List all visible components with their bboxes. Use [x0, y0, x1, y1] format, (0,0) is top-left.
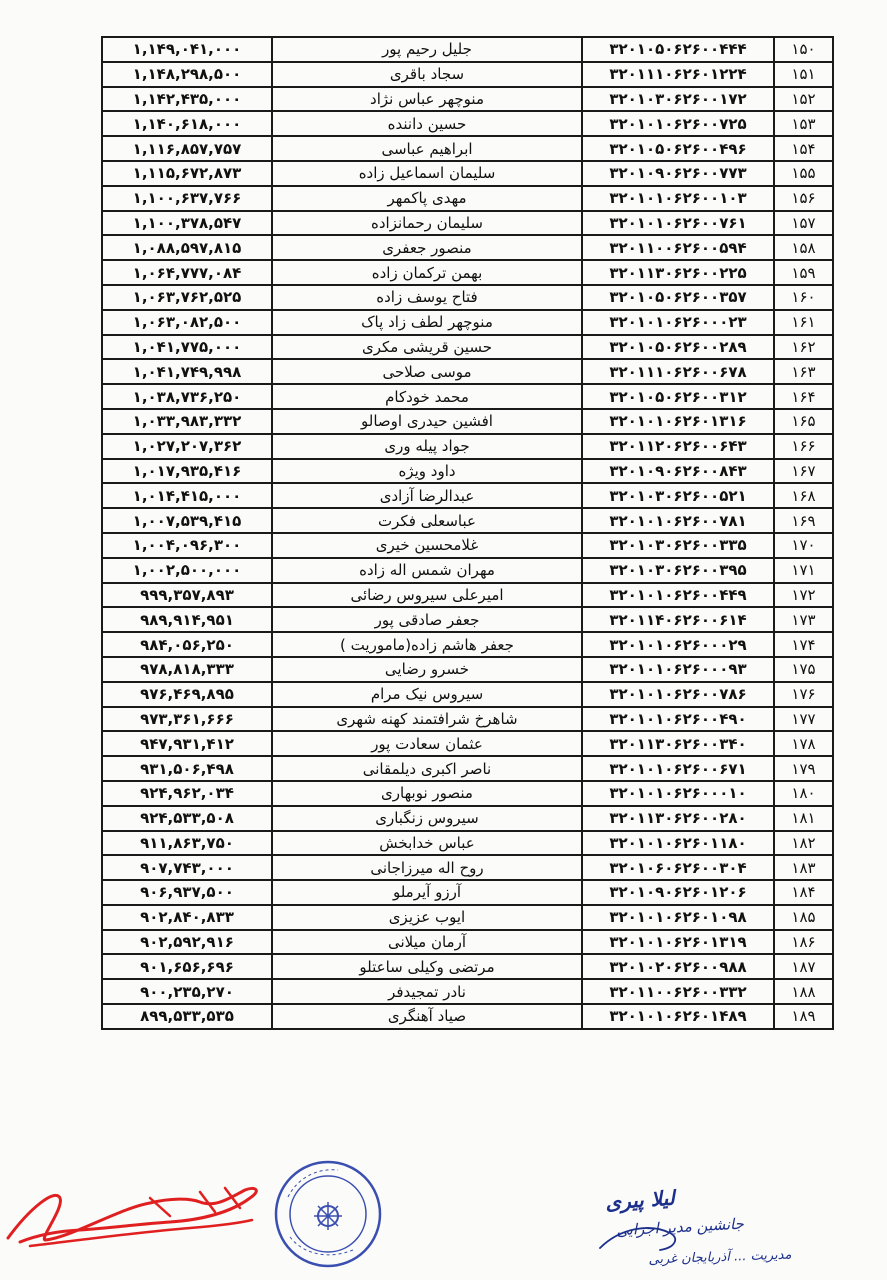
name-cell: عباس خدابخش	[272, 831, 582, 856]
account-number-cell: ۳۲۰۱۰۹۰۶۲۶۰۰۷۷۳	[582, 161, 774, 186]
name-cell: جواد پیله وری	[272, 434, 582, 459]
account-number-cell: ۳۲۰۱۰۱۰۶۲۶۰۰۴۹۰	[582, 707, 774, 732]
name-cell: جلیل رحیم پور	[272, 37, 582, 62]
amount-cell: ۹۰۱,۶۵۶,۶۹۶	[102, 954, 272, 979]
table-row	[102, 583, 833, 608]
table-row	[102, 880, 833, 905]
name-cell: مهران شمس اله زاده	[272, 558, 582, 583]
amount-cell: ۹۴۷,۹۳۱,۴۱۲	[102, 731, 272, 756]
payment-table	[101, 36, 834, 1030]
name-cell: سیروس نیک مرام	[272, 682, 582, 707]
table-row	[102, 632, 833, 657]
row-number-cell: ۱۸۷	[774, 954, 833, 979]
amount-cell: ۹۳۱,۵۰۶,۴۹۸	[102, 756, 272, 781]
account-number-cell: ۳۲۰۱۰۱۰۶۲۶۰۱۳۱۶	[582, 409, 774, 434]
amount-cell: ۹۸۹,۹۱۴,۹۵۱	[102, 607, 272, 632]
row-number-cell: ۱۶۸	[774, 483, 833, 508]
row-number-cell: ۱۸۶	[774, 930, 833, 955]
name-cell: جعفر صادقی پور	[272, 607, 582, 632]
row-number-cell: ۱۶۵	[774, 409, 833, 434]
name-cell: سلیمان اسماعیل زاده	[272, 161, 582, 186]
account-number-cell: ۳۲۰۱۰۱۰۶۲۶۰۰۴۴۹	[582, 583, 774, 608]
account-number-cell: ۳۲۰۱۰۱۰۶۲۶۰۱۱۸۰	[582, 831, 774, 856]
table-row	[102, 136, 833, 161]
row-number-cell: ۱۸۵	[774, 905, 833, 930]
amount-cell: ۹۰۷,۷۴۳,۰۰۰	[102, 855, 272, 880]
name-cell: سجاد باقری	[272, 62, 582, 87]
table-row	[102, 707, 833, 732]
table-row	[102, 682, 833, 707]
row-number-cell: ۱۷۶	[774, 682, 833, 707]
name-cell: خسرو رضایی	[272, 657, 582, 682]
name-cell: سیروس زنگباری	[272, 806, 582, 831]
name-cell: روح اله میرزاجانی	[272, 855, 582, 880]
amount-cell: ۹۷۶,۴۶۹,۸۹۵	[102, 682, 272, 707]
amount-cell: ۹۹۹,۳۵۷,۸۹۳	[102, 583, 272, 608]
account-number-cell: ۳۲۰۱۱۱۰۶۲۶۰۱۲۲۴	[582, 62, 774, 87]
table-row	[102, 87, 833, 112]
account-number-cell: ۳۲۰۱۰۱۰۶۲۶۰۰۰۹۳	[582, 657, 774, 682]
row-number-cell: ۱۵۳	[774, 111, 833, 136]
row-number-cell: ۱۸۲	[774, 831, 833, 856]
name-cell: ناصر اکبری دیلمقانی	[272, 756, 582, 781]
table-row	[102, 806, 833, 831]
row-number-cell: ۱۸۹	[774, 1004, 833, 1029]
amount-cell: ۹۲۴,۵۳۳,۵۰۸	[102, 806, 272, 831]
table-row	[102, 459, 833, 484]
table-row	[102, 335, 833, 360]
row-number-cell: ۱۶۰	[774, 285, 833, 310]
name-cell: منوچهر لطف زاد پاک	[272, 310, 582, 335]
amount-cell: ۱,۱۰۰,۳۷۸,۵۴۷	[102, 211, 272, 236]
row-number-cell: ۱۸۳	[774, 855, 833, 880]
amount-cell: ۱,۱۴۸,۲۹۸,۵۰۰	[102, 62, 272, 87]
table-row	[102, 979, 833, 1004]
name-cell: عثمان سعادت پور	[272, 731, 582, 756]
amount-cell: ۹۷۸,۸۱۸,۳۳۳	[102, 657, 272, 682]
table-row	[102, 37, 833, 62]
table-row	[102, 930, 833, 955]
table-row	[102, 62, 833, 87]
table-row	[102, 607, 833, 632]
row-number-cell: ۱۷۰	[774, 533, 833, 558]
name-cell: منوچهر عباس نژاد	[272, 87, 582, 112]
amount-cell: ۱,۰۱۷,۹۳۵,۴۱۶	[102, 459, 272, 484]
table-row	[102, 756, 833, 781]
name-cell: فتاح یوسف زاده	[272, 285, 582, 310]
amount-cell: ۱,۰۸۸,۵۹۷,۸۱۵	[102, 235, 272, 260]
account-number-cell: ۳۲۰۱۰۲۰۶۲۶۰۰۹۸۸	[582, 954, 774, 979]
row-number-cell: ۱۷۳	[774, 607, 833, 632]
amount-cell: ۱,۰۳۳,۹۸۳,۳۳۲	[102, 409, 272, 434]
row-number-cell: ۱۶۳	[774, 359, 833, 384]
amount-cell: ۱,۰۶۳,۷۶۲,۵۲۵	[102, 285, 272, 310]
amount-cell: ۸۹۹,۵۳۳,۵۳۵	[102, 1004, 272, 1029]
account-number-cell: ۳۲۰۱۰۵۰۶۲۶۰۰۳۱۲	[582, 384, 774, 409]
name-cell: ابراهیم عباسی	[272, 136, 582, 161]
amount-cell: ۱,۰۲۷,۲۰۷,۳۶۲	[102, 434, 272, 459]
account-number-cell: ۳۲۰۱۰۱۰۶۲۶۰۰۱۰۳	[582, 186, 774, 211]
table-row	[102, 483, 833, 508]
row-number-cell: ۱۷۱	[774, 558, 833, 583]
row-number-cell: ۱۷۹	[774, 756, 833, 781]
amount-cell: ۱,۰۳۸,۷۳۶,۲۵۰	[102, 384, 272, 409]
account-number-cell: ۳۲۰۱۰۱۰۶۲۶۰۰۶۷۱	[582, 756, 774, 781]
amount-cell: ۹۰۲,۵۹۲,۹۱۶	[102, 930, 272, 955]
amount-cell: ۱,۰۶۳,۰۸۲,۵۰۰	[102, 310, 272, 335]
row-number-cell: ۱۵۵	[774, 161, 833, 186]
table-row	[102, 310, 833, 335]
account-number-cell: ۳۲۰۱۰۵۰۶۲۶۰۰۳۵۷	[582, 285, 774, 310]
amount-cell: ۱,۰۰۴,۰۹۶,۳۰۰	[102, 533, 272, 558]
row-number-cell: ۱۵۰	[774, 37, 833, 62]
name-cell: منصور جعفری	[272, 235, 582, 260]
amount-cell: ۱,۰۶۴,۷۷۷,۰۸۴	[102, 260, 272, 285]
amount-cell: ۱,۱۴۹,۰۴۱,۰۰۰	[102, 37, 272, 62]
row-number-cell: ۱۸۰	[774, 781, 833, 806]
row-number-cell: ۱۸۴	[774, 880, 833, 905]
row-number-cell: ۱۵۸	[774, 235, 833, 260]
account-number-cell: ۳۲۰۱۰۶۰۶۲۶۰۰۳۰۴	[582, 855, 774, 880]
account-number-cell: ۳۲۰۱۰۱۰۶۲۶۰۰۰۲۳	[582, 310, 774, 335]
row-number-cell: ۱۷۷	[774, 707, 833, 732]
row-number-cell: ۱۵۷	[774, 211, 833, 236]
payment-table-body	[102, 37, 833, 1029]
name-cell: مرتضی وکیلی ساعتلو	[272, 954, 582, 979]
account-number-cell: ۳۲۰۱۱۳۰۶۲۶۰۰۳۴۰	[582, 731, 774, 756]
account-number-cell: ۳۲۰۱۰۱۰۶۲۶۰۰۷۸۱	[582, 508, 774, 533]
name-cell: موسی صلاحی	[272, 359, 582, 384]
amount-cell: ۹۰۰,۲۳۵,۲۷۰	[102, 979, 272, 1004]
name-cell: داود ویژه	[272, 459, 582, 484]
name-cell: منصور نوبهاری	[272, 781, 582, 806]
row-number-cell: ۱۵۲	[774, 87, 833, 112]
table-row	[102, 260, 833, 285]
name-cell: صیاد آهنگری	[272, 1004, 582, 1029]
table-row	[102, 285, 833, 310]
table-row	[102, 508, 833, 533]
row-number-cell: ۱۵۱	[774, 62, 833, 87]
name-cell: غلامحسین خیری	[272, 533, 582, 558]
row-number-cell: ۱۶۲	[774, 335, 833, 360]
account-number-cell: ۳۲۰۱۰۱۰۶۲۶۰۱۰۹۸	[582, 905, 774, 930]
bank-seal-icon	[268, 1152, 388, 1277]
amount-cell: ۱,۰۱۴,۴۱۵,۰۰۰	[102, 483, 272, 508]
table-row	[102, 409, 833, 434]
name-cell: مهدی پاکمهر	[272, 186, 582, 211]
table-row	[102, 384, 833, 409]
row-number-cell: ۱۶۴	[774, 384, 833, 409]
account-number-cell: ۳۲۰۱۰۳۰۶۲۶۰۰۳۹۵	[582, 558, 774, 583]
amount-cell: ۱,۱۱۵,۶۷۲,۸۷۳	[102, 161, 272, 186]
amount-cell: ۱,۰۰۲,۵۰۰,۰۰۰	[102, 558, 272, 583]
table-row	[102, 111, 833, 136]
name-cell: سلیمان رحمانزاده	[272, 211, 582, 236]
account-number-cell: ۳۲۰۱۰۳۰۶۲۶۰۰۵۲۱	[582, 483, 774, 508]
account-number-cell: ۳۲۰۱۰۱۰۶۲۶۰۰۷۶۱	[582, 211, 774, 236]
name-cell: امیرعلی سیروس رضائی	[272, 583, 582, 608]
table-row	[102, 781, 833, 806]
account-number-cell: ۳۲۰۱۰۹۰۶۲۶۰۱۲۰۶	[582, 880, 774, 905]
account-number-cell: ۳۲۰۱۰۹۰۶۲۶۰۰۸۴۳	[582, 459, 774, 484]
name-cell: حسین قریشی مکری	[272, 335, 582, 360]
account-number-cell: ۳۲۰۱۱۴۰۶۲۶۰۰۶۱۴	[582, 607, 774, 632]
table-row	[102, 434, 833, 459]
amount-cell: ۱,۱۱۶,۸۵۷,۷۵۷	[102, 136, 272, 161]
account-number-cell: ۳۲۰۱۰۵۰۶۲۶۰۰۲۸۹	[582, 335, 774, 360]
name-cell: آرزو آیرملو	[272, 880, 582, 905]
name-cell: نادر تمجیدفر	[272, 979, 582, 1004]
account-number-cell: ۳۲۰۱۰۱۰۶۲۶۰۰۰۲۹	[582, 632, 774, 657]
amount-cell: ۹۲۴,۹۶۲,۰۳۴	[102, 781, 272, 806]
account-number-cell: ۳۲۰۱۱۰۰۶۲۶۰۰۳۳۲	[582, 979, 774, 1004]
account-number-cell: ۳۲۰۱۰۱۰۶۲۶۰۰۷۸۶	[582, 682, 774, 707]
table-row	[102, 657, 833, 682]
red-signature-icon	[0, 1168, 265, 1258]
name-cell: حسین داننده	[272, 111, 582, 136]
row-number-cell: ۱۷۸	[774, 731, 833, 756]
table-row	[102, 533, 833, 558]
signature-name: لیلا پیری	[604, 1185, 676, 1215]
row-number-cell: ۱۸۱	[774, 806, 833, 831]
table-row	[102, 831, 833, 856]
table-row	[102, 558, 833, 583]
row-number-cell: ۱۷۵	[774, 657, 833, 682]
name-cell: بهمن ترکمان زاده	[272, 260, 582, 285]
row-number-cell: ۱۵۴	[774, 136, 833, 161]
amount-cell: ۹۸۴,۰۵۶,۲۵۰	[102, 632, 272, 657]
name-cell: آرمان میلانی	[272, 930, 582, 955]
row-number-cell: ۱۶۱	[774, 310, 833, 335]
amount-cell: ۹۱۱,۸۶۳,۷۵۰	[102, 831, 272, 856]
account-number-cell: ۳۲۰۱۰۱۰۶۲۶۰۰۷۲۵	[582, 111, 774, 136]
table-row	[102, 211, 833, 236]
table-row	[102, 186, 833, 211]
account-number-cell: ۳۲۰۱۰۳۰۶۲۶۰۰۳۳۵	[582, 533, 774, 558]
name-cell: محمد خودکام	[272, 384, 582, 409]
account-number-cell: ۳۲۰۱۰۳۰۶۲۶۰۰۱۷۲	[582, 87, 774, 112]
account-number-cell: ۳۲۰۱۱۳۰۶۲۶۰۰۲۲۵	[582, 260, 774, 285]
row-number-cell: ۱۷۲	[774, 583, 833, 608]
table-row	[102, 161, 833, 186]
name-cell: جعفر هاشم زاده(ماموریت )	[272, 632, 582, 657]
table-row	[102, 855, 833, 880]
amount-cell: ۱,۰۴۱,۷۷۵,۰۰۰	[102, 335, 272, 360]
table-row	[102, 954, 833, 979]
row-number-cell: ۱۶۷	[774, 459, 833, 484]
table-row	[102, 359, 833, 384]
amount-cell: ۱,۱۰۰,۶۳۷,۷۶۶	[102, 186, 272, 211]
amount-cell: ۹۰۲,۸۴۰,۸۳۳	[102, 905, 272, 930]
account-number-cell: ۳۲۰۱۰۱۰۶۲۶۰۰۰۱۰	[582, 781, 774, 806]
blue-signature-icon	[560, 1188, 880, 1280]
amount-cell: ۹۰۶,۹۳۷,۵۰۰	[102, 880, 272, 905]
row-number-cell: ۱۸۸	[774, 979, 833, 1004]
table-row	[102, 905, 833, 930]
account-number-cell: ۳۲۰۱۱۳۰۶۲۶۰۰۲۸۰	[582, 806, 774, 831]
name-cell: افشین حیدری اوصالو	[272, 409, 582, 434]
name-cell: شاهرخ شرافتمند کهنه شهری	[272, 707, 582, 732]
amount-cell: ۹۷۳,۳۶۱,۶۶۶	[102, 707, 272, 732]
account-number-cell: ۳۲۰۱۰۱۰۶۲۶۰۱۴۸۹	[582, 1004, 774, 1029]
name-cell: عباسعلی فکرت	[272, 508, 582, 533]
signature-title: جانشین مدیر اجرایی	[615, 1214, 745, 1240]
signature-department: مدیریت ... آذربایجان غربی	[648, 1247, 792, 1268]
account-number-cell: ۳۲۰۱۰۱۰۶۲۶۰۱۳۱۹	[582, 930, 774, 955]
row-number-cell: ۱۶۹	[774, 508, 833, 533]
amount-cell: ۱,۱۴۲,۴۳۵,۰۰۰	[102, 87, 272, 112]
account-number-cell: ۳۲۰۱۱۲۰۶۲۶۰۰۶۴۳	[582, 434, 774, 459]
row-number-cell: ۱۷۴	[774, 632, 833, 657]
row-number-cell: ۱۵۹	[774, 260, 833, 285]
amount-cell: ۱,۱۴۰,۶۱۸,۰۰۰	[102, 111, 272, 136]
account-number-cell: ۳۲۰۱۱۱۰۶۲۶۰۰۶۷۸	[582, 359, 774, 384]
account-number-cell: ۳۲۰۱۱۰۰۶۲۶۰۰۵۹۴	[582, 235, 774, 260]
table-row	[102, 731, 833, 756]
amount-cell: ۱,۰۰۷,۵۳۹,۴۱۵	[102, 508, 272, 533]
name-cell: ایوب عزیزی	[272, 905, 582, 930]
name-cell: عبدالرضا آزادی	[272, 483, 582, 508]
row-number-cell: ۱۶۶	[774, 434, 833, 459]
account-number-cell: ۳۲۰۱۰۵۰۶۲۶۰۰۴۹۶	[582, 136, 774, 161]
table-row	[102, 235, 833, 260]
amount-cell: ۱,۰۴۱,۷۴۹,۹۹۸	[102, 359, 272, 384]
account-number-cell: ۳۲۰۱۰۵۰۶۲۶۰۰۴۴۴	[582, 37, 774, 62]
table-row	[102, 1004, 833, 1029]
row-number-cell: ۱۵۶	[774, 186, 833, 211]
